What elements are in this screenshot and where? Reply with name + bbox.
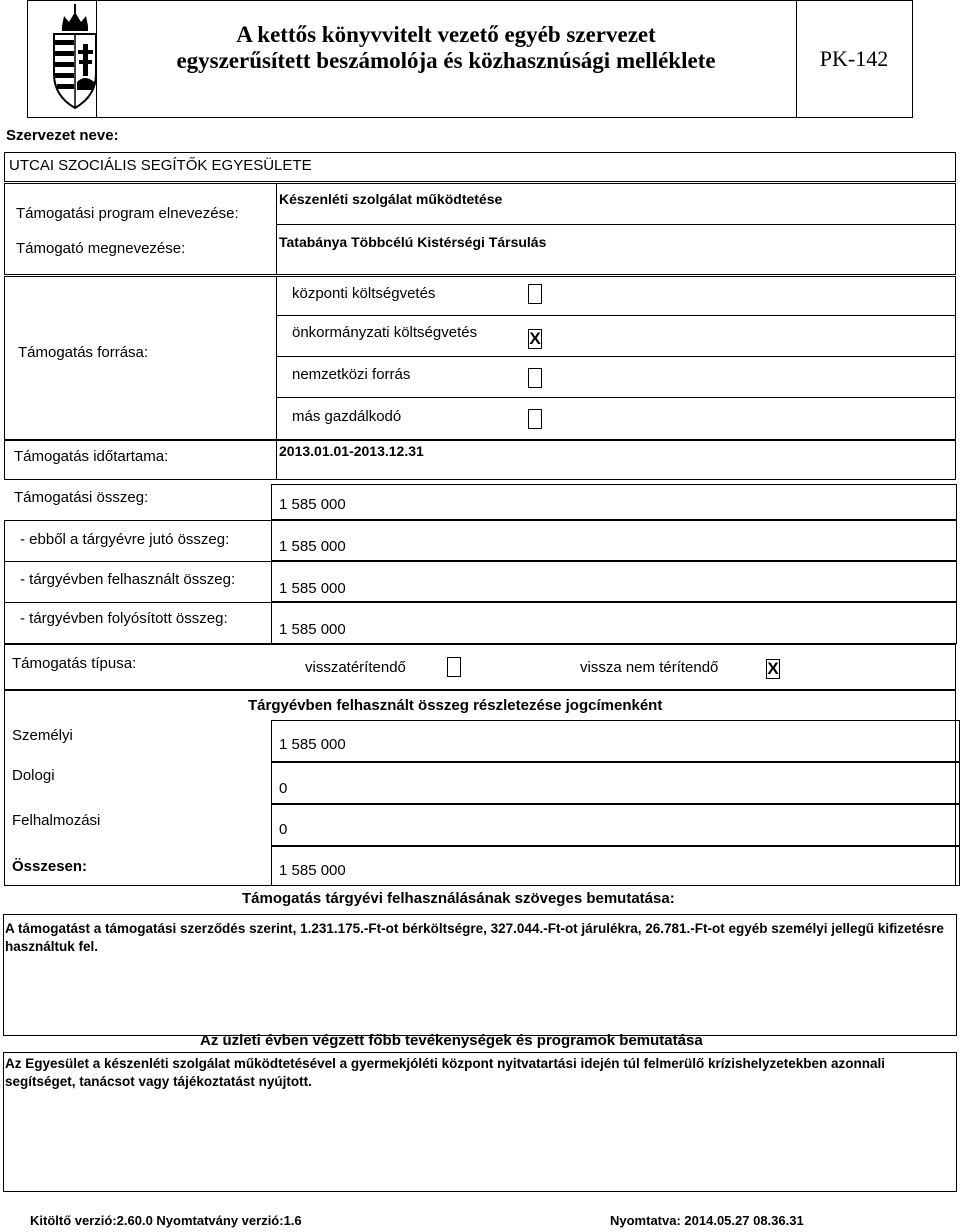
type-refundable-checkbox[interactable]: [447, 657, 461, 677]
breakdown-value-personal: 1 585 000: [279, 736, 346, 753]
paid-amount-field[interactable]: [271, 602, 957, 644]
duration-label: Támogatás időtartama:: [14, 448, 169, 465]
used-amount-label: - tárgyévben felhasznált összeg:: [20, 571, 236, 588]
breakdown-field-personal[interactable]: [271, 720, 960, 762]
footer-versions: Kitöltő verzió:2.60.0 Nyomtatvány verzió:1.6: [30, 1213, 302, 1228]
paid-amount-label: - tárgyévben folyósított összeg:: [20, 610, 228, 627]
source-divider: [276, 276, 277, 440]
supporter-value[interactable]: Tatabánya Többcélú Kistérségi Társulás: [279, 234, 547, 250]
type-refundable-label: visszatérítendő: [305, 659, 406, 676]
source-checkbox-central[interactable]: [528, 284, 542, 304]
org-name-label: Szervezet neve:: [6, 127, 119, 144]
source-line-2: [276, 356, 956, 357]
type-block: [4, 644, 956, 690]
breakdown-field-capital[interactable]: [271, 804, 960, 846]
program-row-line: [276, 224, 956, 225]
breakdown-label-capital: Felhalmozási: [12, 812, 101, 829]
program-divider: [276, 184, 277, 275]
form-code: PK-142: [819, 45, 889, 71]
program-name-value[interactable]: Készenléti szolgálat működtetése: [279, 191, 503, 207]
breakdown-label-personal: Személyi: [12, 727, 73, 744]
amount-line-1: [4, 561, 272, 562]
org-name-value: UTCAI SZOCIÁLIS SEGÍTŐK EGYESÜLETE: [9, 157, 312, 174]
form-title-line2: egyszerűsített beszámolója és közhasznúsági melléklete: [176, 48, 716, 73]
supporter-label: Támogató megnevezése:: [16, 240, 186, 257]
source-checkbox-international[interactable]: [528, 368, 542, 388]
source-label: Támogatás forrása:: [18, 344, 149, 361]
usage-text: A támogatást a támogatási szerződés szerint, 1.231.175.-Ft-ot bérköltségre, 327.044.-Ft-ot járulékra, 26.781.-Ft-ot egyéb személyi jellegű kifizetésre használtuk fel.: [5, 921, 944, 954]
source-option-local: önkormányzati költségvetés: [292, 324, 478, 341]
source-option-central: központi költségvetés: [292, 285, 436, 302]
breakdown-value-capital: 0: [279, 821, 288, 838]
total-amount-value: 1 585 000: [279, 496, 346, 513]
year-amount-field[interactable]: [271, 520, 957, 561]
breakdown-field-material[interactable]: [271, 762, 960, 804]
activities-text: Az Egyesület a készenléti szolgálat működtetésével a gyermekjóléti központ nyitvatartási idején túl felmerülő krízishelyzetekben azonnali segítséget, tanácsot vagy tájékoztatást nyújtott.: [5, 1056, 886, 1089]
source-checkbox-other[interactable]: [528, 409, 542, 429]
paid-amount-value: 1 585 000: [279, 621, 346, 638]
breakdown-value-material: 0: [279, 780, 288, 797]
year-amount-label: - ebből a tárgyévre jutó összeg:: [20, 531, 230, 548]
usage-heading: Támogatás tárgyévi felhasználásának szöveges bemutatása:: [242, 890, 675, 907]
source-line-1: [276, 315, 956, 316]
duration-divider: [276, 440, 277, 480]
amount-line-2: [4, 602, 272, 603]
source-checkbox-local[interactable]: X: [529, 329, 541, 348]
type-nonrefundable-label: vissza nem térítendő: [580, 659, 719, 676]
used-amount-field[interactable]: [271, 561, 957, 602]
type-nonrefundable-checkbox[interactable]: X: [767, 659, 779, 678]
breakdown-label-material: Dologi: [12, 767, 55, 784]
form-title: [96, 22, 796, 74]
source-option-international: nemzetközi forrás: [292, 366, 411, 383]
source-line-3: [276, 397, 956, 398]
type-label: Támogatás típusa:: [12, 655, 137, 672]
total-amount-label: Támogatási összeg:: [14, 489, 149, 506]
duration-value[interactable]: 2013.01.01-2013.12.31: [279, 443, 424, 459]
breakdown-value-total: 1 585 000: [279, 862, 346, 879]
total-amount-field[interactable]: [271, 484, 957, 520]
year-amount-value: 1 585 000: [279, 538, 346, 555]
source-option-other: más gazdálkodó: [292, 408, 402, 425]
form-title-line1: A kettős könyvvitelt vezető egyéb szervezet: [236, 22, 656, 47]
program-name-label: Támogatási program elnevezése:: [16, 205, 239, 222]
used-amount-value: 1 585 000: [279, 580, 346, 597]
breakdown-heading: Tárgyévben felhasznált összeg részletezése jogcímenként: [248, 697, 663, 714]
activities-heading: Az üzleti évben végzett főbb tevékenységek és programok bemutatása: [200, 1032, 703, 1049]
footer-printed: Nyomtatva: 2014.05.27 08.36.31: [610, 1213, 804, 1228]
breakdown-label-total: Összesen:: [12, 858, 88, 875]
breakdown-field-total[interactable]: [271, 846, 960, 886]
